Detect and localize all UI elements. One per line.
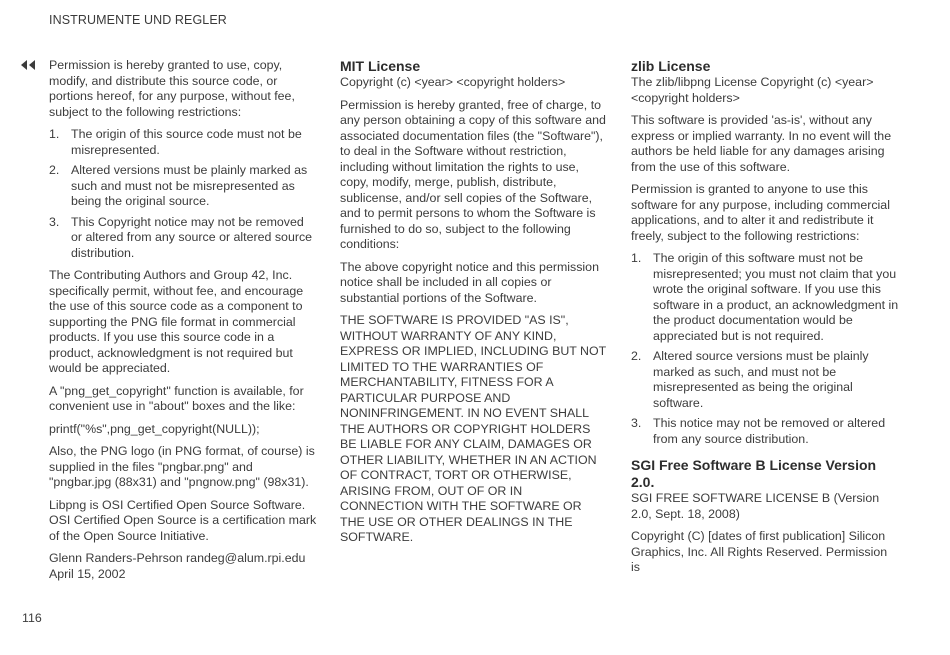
list-number: 3. (631, 416, 642, 430)
list-item (631, 349, 899, 411)
paragraph: This software is provided 'as-is', without any express or implied warranty. In no event will the authors be held liable for any damages arising from the use of this software. (631, 113, 892, 174)
list-text: This notice may not be removed or altered from any source distribution. (653, 416, 886, 446)
sgi-subtitle: SGI FREE SOFTWARE LICENSE B (Version 2.0, Sept. 18, 2008) (631, 491, 880, 521)
signature-name: Glenn Randers-Pehrson randeg@alum.rpi.edu (49, 551, 306, 565)
paragraph: Also, the PNG logo (in PNG format, of course) is supplied in the files "pngbar.png" and "pngbar.jpg (88x31) and "pngnow.png" (98x31). (49, 444, 315, 489)
list-item (631, 251, 899, 344)
list-text: This Copyright notice may not be removed or altered from any source or altered source distribution. (71, 214, 313, 260)
paragraph: Libpng is OSI Certified Open Source Software. OSI Certified Open Source is a certification mark of the Open Source Initiative. (49, 497, 317, 543)
column-zlib (631, 58, 899, 583)
paragraph: Permission is hereby granted, free of charge, to any person obtaining a copy of this software and associated documentation files (the "Software"), to deal in the Software without restriction, including without limitation the rights to use, copy, modify, merge, publish, distribute, sublicense, and/or sell copies of the Software, and to permit persons to whom the Software is furnished to do so, subject to the following conditions: (340, 97, 606, 251)
zlib-heading: zlib License (631, 58, 711, 74)
paragraph: A "png_get_copyright" function is available, for convenient use in "about" boxes and the like: (49, 383, 304, 413)
list-item (49, 215, 317, 262)
signature (49, 551, 317, 582)
paragraph: Permission is granted to anyone to use this software for any purpose, including commercial applications, and to alter it and redistribute it freely, subject to the following restrictions: (631, 182, 890, 243)
list-text: The origin of this source code must not be misrepresented. (71, 127, 302, 157)
column-libpng (49, 58, 317, 589)
zlib-copyright: The zlib/libpng License Copyright (c) <year> <copyright holders> (631, 75, 874, 105)
list-item (49, 163, 317, 210)
list-item (49, 127, 317, 158)
signature-date: April 15, 2002 (49, 566, 126, 581)
mit-heading: MIT License (340, 58, 421, 74)
list-item (631, 416, 899, 447)
page-number: 116 (22, 611, 42, 625)
zlib-restrictions-list (631, 251, 899, 447)
paragraph: The above copyright notice and this permission notice shall be included in all copies or substantial portions of the Software. (340, 259, 599, 305)
sgi-heading: SGI Free Software B License Version 2.0. (631, 457, 877, 490)
code-line: printf("%s",png_get_copyright(NULL)); (49, 421, 260, 436)
list-number: 2. (49, 163, 60, 177)
list-number: 2. (631, 349, 642, 363)
section-header: INSTRUMENTE UND REGLER (49, 13, 227, 27)
list-text: The origin of this software must not be misrepresented; you must not claim that you wrote the original software. If you use this software in a product, an acknowledgment in the product documentation would be appreciated but is not required. (653, 251, 899, 343)
paragraph: THE SOFTWARE IS PROVIDED "AS IS", WITHOUT WARRANTY OF ANY KIND, EXPRESS OR IMPLIED, INCLUDING BUT NOT LIMITED TO THE WARRANTIES OF MERCHANTABILITY, FITNESS FOR A PARTICULAR PURPOSE AND NONINFRINGEMENT. IN NO EVENT SHALL THE AUTHORS OR COPYRIGHT HOLDERS BE LIABLE FOR ANY CLAIM, DAMAGES OR OTHER LIABILITY, WHETHER IN AN ACTION OF CONTRACT, TORT OR OTHERWISE, ARISING FROM, OUT OF OR IN CONNECTION WITH THE SOFTWARE OR THE USE OR OTHER DEALINGS IN THE SOFTWARE. (340, 313, 606, 544)
list-number: 3. (49, 214, 60, 229)
double-chevron-left-icon[interactable] (18, 59, 38, 71)
list-text: Altered source versions must be plainly marked as such, and must not be misrepresented as being the original software. (653, 349, 869, 410)
paragraph: The Contributing Authors and Group 42, Inc. specifically permit, without fee, and encourage the use of this source code as a component to supporting the PNG file format in commercial products. If you use this source code in a product, acknowledgment is not required but would be appreciated. (49, 268, 304, 375)
paragraph: Copyright (C) [dates of first publication] Silicon Graphics, Inc. All Rights Reserved. Permission is (631, 529, 888, 574)
list-number: 1. (49, 127, 60, 141)
libpng-intro: Permission is hereby granted to use, copy, modify, and distribute this source code, or portions hereof, for any purpose, without fee, subject to the following restrictions: (49, 58, 295, 119)
column-mit (340, 58, 608, 553)
list-text: Altered versions must be plainly marked as such and must not be misrepresented as being the original source. (71, 163, 308, 208)
list-number: 1. (631, 251, 642, 265)
libpng-restrictions-list (49, 127, 317, 261)
mit-copyright: Copyright (c) <year> <copyright holders> (340, 75, 566, 89)
